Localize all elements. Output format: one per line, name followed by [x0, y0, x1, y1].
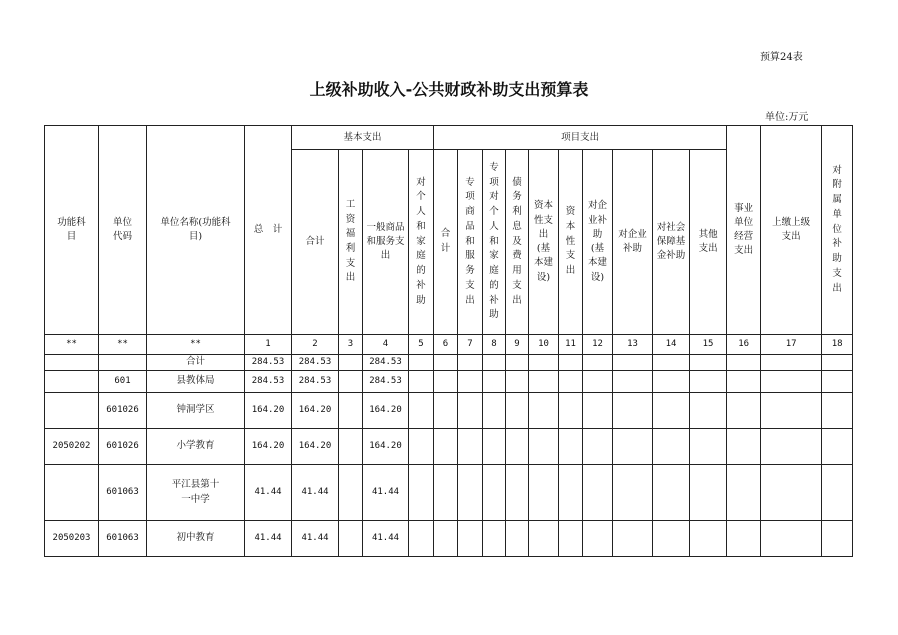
basic-total-cell: 41.44: [292, 465, 339, 521]
empty-cell: [761, 521, 822, 557]
header-project-col: 专项对个人和家庭的补助: [483, 150, 506, 335]
empty-cell: [613, 429, 653, 465]
empty-cell: [434, 371, 458, 393]
empty-cell: [483, 371, 506, 393]
index-cell: **: [45, 335, 99, 355]
empty-cell: [690, 393, 727, 429]
empty-cell: [483, 355, 506, 371]
empty-cell: [409, 393, 434, 429]
total-cell: 284.53: [245, 371, 292, 393]
empty-cell: [458, 521, 483, 557]
empty-cell: [506, 393, 529, 429]
empty-cell: [822, 371, 853, 393]
empty-cell: [613, 371, 653, 393]
index-cell: 1: [245, 335, 292, 355]
empty-cell: [483, 429, 506, 465]
table-row: [45, 429, 853, 465]
header-basic: 基本支出: [292, 126, 434, 150]
budget-table: [44, 125, 853, 557]
empty-cell: [559, 371, 583, 393]
empty-cell: [761, 465, 822, 521]
index-cell: 8: [483, 335, 506, 355]
header-unit-name: 单位名称(功能科目): [147, 126, 245, 335]
func-code-cell: [45, 465, 99, 521]
header-project-col: 对社会保障基金补助: [653, 150, 690, 335]
empty-cell: [529, 371, 559, 393]
empty-cell: [559, 465, 583, 521]
header-basic-col: 对个人和家庭的补助: [409, 150, 434, 335]
unit-name-cell: 钟洞学区: [147, 393, 245, 429]
header-project-col: 资本性支出: [559, 150, 583, 335]
empty-cell: [483, 521, 506, 557]
header-project-col: 债务利息及费用支出: [506, 150, 529, 335]
empty-cell: [822, 355, 853, 371]
index-cell: 7: [458, 335, 483, 355]
empty-cell: [409, 521, 434, 557]
empty-cell: [409, 465, 434, 521]
basic-total-cell: 284.53: [292, 355, 339, 371]
empty-cell: [613, 355, 653, 371]
index-cell: 6: [434, 335, 458, 355]
empty-cell: [506, 465, 529, 521]
table-row: [45, 521, 853, 557]
empty-cell: [506, 371, 529, 393]
header-affil: 对附属单位补助支出: [822, 126, 853, 335]
table-row: [45, 465, 853, 521]
table-body: [45, 355, 853, 557]
table-row: [45, 393, 853, 429]
unit-code-cell: 601026: [99, 429, 147, 465]
empty-cell: [653, 355, 690, 371]
empty-cell: [559, 521, 583, 557]
header-project-col: 其他支出: [690, 150, 727, 335]
header-project-col: 对企业补助(基本建设): [583, 150, 613, 335]
empty-cell: [727, 429, 761, 465]
header-row-1: [45, 126, 853, 150]
total-cell: 41.44: [245, 465, 292, 521]
empty-cell: [434, 429, 458, 465]
index-cell: **: [147, 335, 245, 355]
header-project-col: 对企业补助: [613, 150, 653, 335]
empty-cell: [690, 371, 727, 393]
goods-services-cell: 284.53: [363, 355, 409, 371]
empty-cell: [339, 465, 363, 521]
empty-cell: [458, 429, 483, 465]
index-cell: 2: [292, 335, 339, 355]
header-basic-col: 一般商品和服务支出: [363, 150, 409, 335]
empty-cell: [727, 521, 761, 557]
index-cell: 11: [559, 335, 583, 355]
unit-label: 单位:万元: [765, 112, 809, 123]
total-cell: 41.44: [245, 521, 292, 557]
empty-cell: [434, 393, 458, 429]
empty-cell: [339, 393, 363, 429]
empty-cell: [409, 429, 434, 465]
header-func-code: 功能科目: [45, 126, 99, 335]
empty-cell: [559, 393, 583, 429]
empty-cell: [409, 371, 434, 393]
index-cell: 18: [822, 335, 853, 355]
basic-total-cell: 41.44: [292, 521, 339, 557]
unit-code-cell: 601: [99, 371, 147, 393]
empty-cell: [761, 371, 822, 393]
empty-cell: [409, 355, 434, 371]
empty-cell: [434, 465, 458, 521]
empty-cell: [339, 355, 363, 371]
unit-name-cell: 平江县第十一中学: [147, 465, 245, 521]
empty-cell: [613, 465, 653, 521]
empty-cell: [458, 465, 483, 521]
basic-total-cell: 164.20: [292, 429, 339, 465]
index-cell: 12: [583, 335, 613, 355]
empty-cell: [583, 371, 613, 393]
empty-cell: [529, 521, 559, 557]
unit-code-cell: 601026: [99, 393, 147, 429]
empty-cell: [690, 521, 727, 557]
func-code-cell: [45, 355, 99, 371]
form-number: 预算24表: [760, 52, 803, 63]
header-project-col: 专项商品和服务支出: [458, 150, 483, 335]
header-total: 总 计: [245, 126, 292, 335]
empty-cell: [458, 371, 483, 393]
index-cell: 9: [506, 335, 529, 355]
empty-cell: [822, 393, 853, 429]
index-cell: 10: [529, 335, 559, 355]
basic-total-cell: 284.53: [292, 371, 339, 393]
empty-cell: [727, 371, 761, 393]
header-biz: 事业单位经营支出: [727, 126, 761, 335]
empty-cell: [653, 393, 690, 429]
func-code-cell: 2050203: [45, 521, 99, 557]
empty-cell: [761, 355, 822, 371]
header-unit-code: 单位代码: [99, 126, 147, 335]
empty-cell: [339, 429, 363, 465]
unit-name-cell: 小学教育: [147, 429, 245, 465]
empty-cell: [583, 355, 613, 371]
table-row: [45, 355, 853, 371]
empty-cell: [559, 429, 583, 465]
goods-services-cell: 164.20: [363, 393, 409, 429]
empty-cell: [339, 521, 363, 557]
total-cell: 164.20: [245, 393, 292, 429]
empty-cell: [761, 429, 822, 465]
empty-cell: [822, 521, 853, 557]
page-title: 上级补助收入-公共财政补助支出预算表: [309, 80, 589, 99]
index-cell: 13: [613, 335, 653, 355]
empty-cell: [613, 393, 653, 429]
empty-cell: [559, 355, 583, 371]
empty-cell: [506, 521, 529, 557]
index-cell: 3: [339, 335, 363, 355]
empty-cell: [529, 465, 559, 521]
empty-cell: [653, 371, 690, 393]
header-project-col: 资本性支出(基本建设): [529, 150, 559, 335]
index-cell: 17: [761, 335, 822, 355]
header-basic-col: 工资福利支出: [339, 150, 363, 335]
empty-cell: [434, 355, 458, 371]
func-code-cell: 2050202: [45, 429, 99, 465]
empty-cell: [483, 465, 506, 521]
empty-cell: [506, 355, 529, 371]
empty-cell: [653, 429, 690, 465]
empty-cell: [458, 355, 483, 371]
empty-cell: [690, 465, 727, 521]
total-cell: 164.20: [245, 429, 292, 465]
table-row: [45, 371, 853, 393]
empty-cell: [458, 393, 483, 429]
header-project: 项目支出: [434, 126, 727, 150]
func-code-cell: [45, 371, 99, 393]
empty-cell: [822, 429, 853, 465]
header-upper: 上缴上级支出: [761, 126, 822, 335]
empty-cell: [690, 429, 727, 465]
unit-code-cell: [99, 355, 147, 371]
empty-cell: [339, 371, 363, 393]
index-cell: 15: [690, 335, 727, 355]
index-cell: 14: [653, 335, 690, 355]
empty-cell: [483, 393, 506, 429]
index-cell: 16: [727, 335, 761, 355]
unit-code-cell: 601063: [99, 465, 147, 521]
empty-cell: [529, 429, 559, 465]
goods-services-cell: 284.53: [363, 371, 409, 393]
empty-cell: [727, 465, 761, 521]
goods-services-cell: 41.44: [363, 521, 409, 557]
empty-cell: [761, 393, 822, 429]
empty-cell: [822, 465, 853, 521]
header-basic-col: 合计: [292, 150, 339, 335]
index-row: [45, 335, 853, 355]
header-project-col: 合计: [434, 150, 458, 335]
empty-cell: [690, 355, 727, 371]
empty-cell: [506, 429, 529, 465]
empty-cell: [583, 465, 613, 521]
empty-cell: [583, 393, 613, 429]
index-cell: **: [99, 335, 147, 355]
basic-total-cell: 164.20: [292, 393, 339, 429]
total-cell: 284.53: [245, 355, 292, 371]
empty-cell: [727, 355, 761, 371]
index-cell: 5: [409, 335, 434, 355]
goods-services-cell: 164.20: [363, 429, 409, 465]
unit-name-cell: 初中教育: [147, 521, 245, 557]
empty-cell: [529, 355, 559, 371]
empty-cell: [583, 429, 613, 465]
unit-code-cell: 601063: [99, 521, 147, 557]
func-code-cell: [45, 393, 99, 429]
empty-cell: [727, 393, 761, 429]
unit-name-cell: 合计: [147, 355, 245, 371]
unit-name-cell: 县教体局: [147, 371, 245, 393]
empty-cell: [653, 521, 690, 557]
empty-cell: [529, 393, 559, 429]
empty-cell: [434, 521, 458, 557]
index-cell: 4: [363, 335, 409, 355]
empty-cell: [583, 521, 613, 557]
empty-cell: [653, 465, 690, 521]
goods-services-cell: 41.44: [363, 465, 409, 521]
empty-cell: [613, 521, 653, 557]
